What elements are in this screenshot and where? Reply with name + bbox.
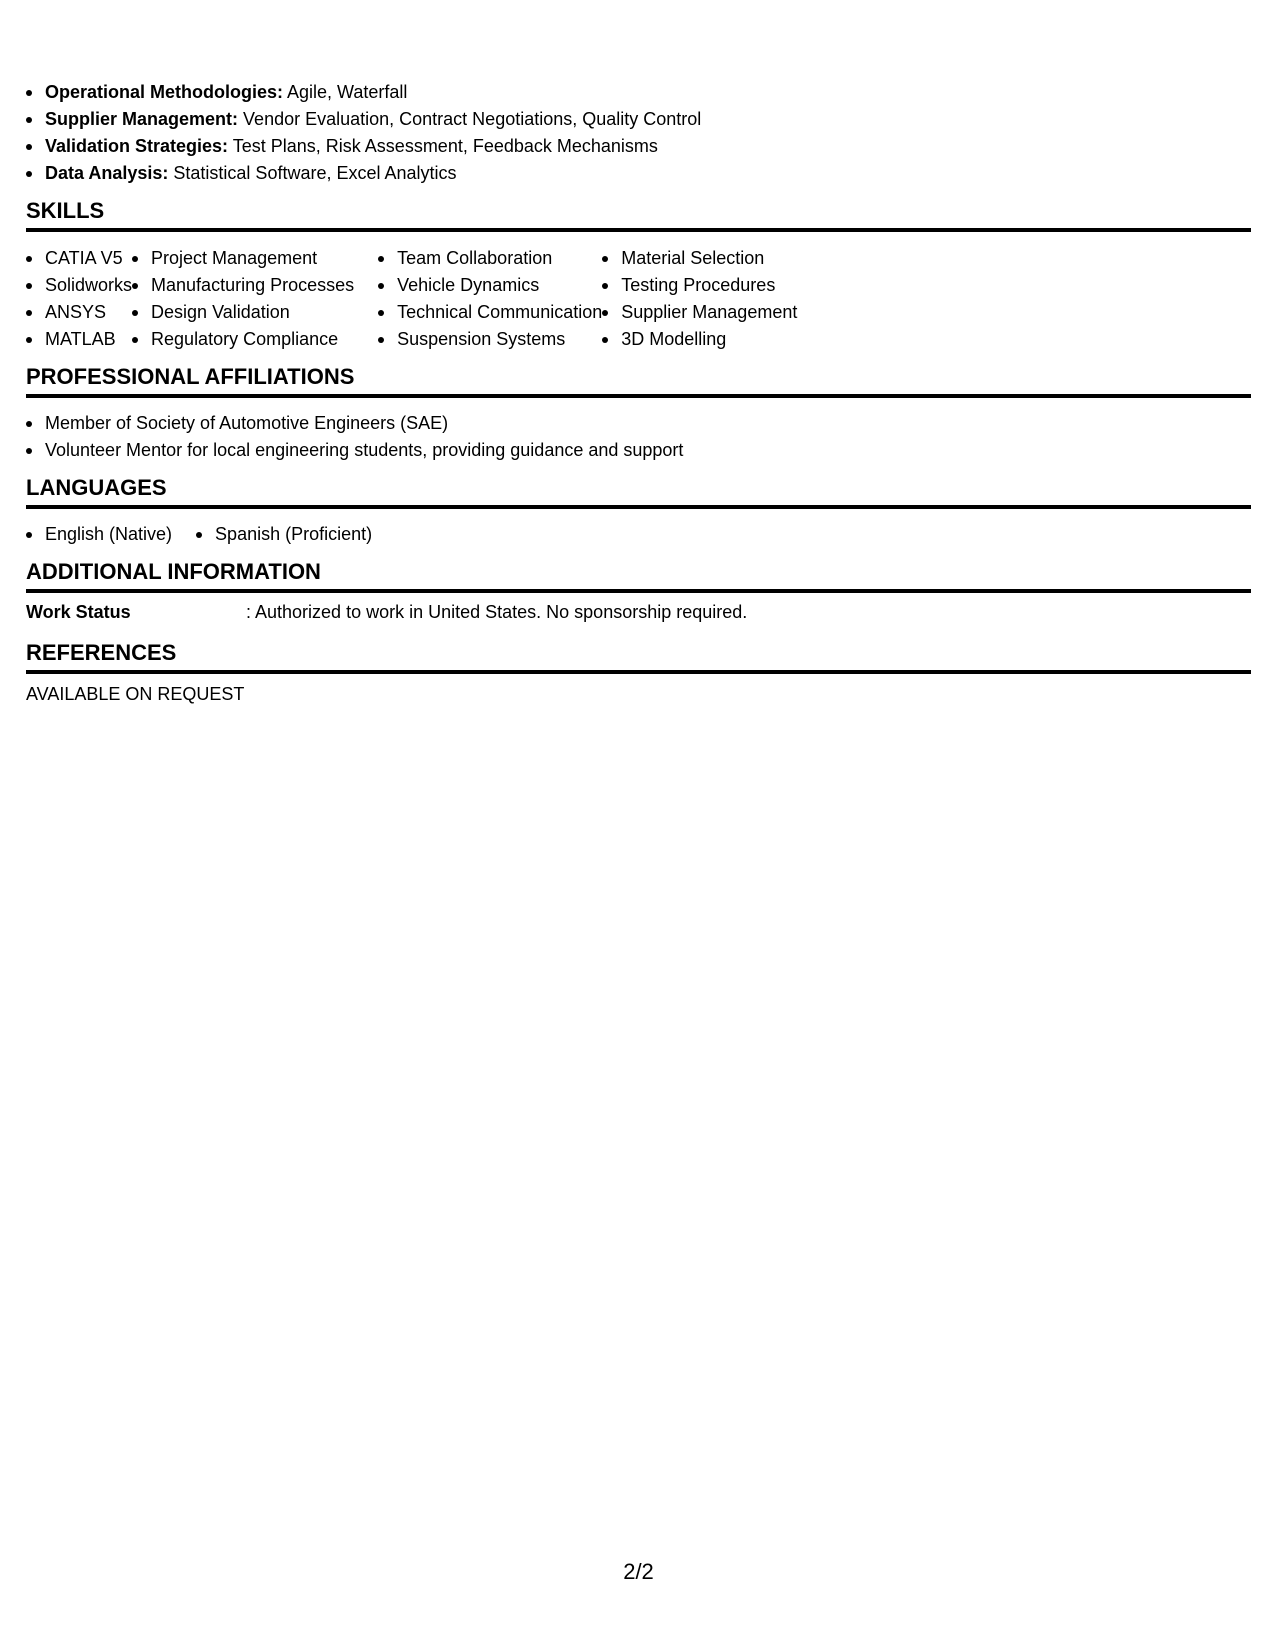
skill-item: Supplier Management (602, 299, 797, 326)
references-heading (26, 640, 1251, 674)
skill-item: Vehicle Dynamics (378, 272, 602, 299)
page-number: 2/2 (623, 1559, 654, 1584)
additional-info-heading (26, 559, 1251, 593)
section-title: LANGUAGES (26, 475, 167, 500)
skills-column (602, 245, 797, 353)
skill-item: Technical Communication (378, 299, 602, 326)
section-title: SKILLS (26, 198, 105, 223)
skill-item: Team Collaboration (378, 245, 602, 272)
item-value: Vendor Evaluation, Contract Negotiations, Quality Control (243, 109, 702, 129)
item-label: Supplier Management: (45, 109, 239, 129)
skill-item: CATIA V5 (26, 245, 132, 272)
list-item (26, 133, 701, 160)
skill-item: Manufacturing Processes (132, 272, 354, 299)
skill-item: Material Selection (602, 245, 797, 272)
affiliation-item: Member of Society of Automotive Engineers (SAE) (26, 410, 683, 437)
affiliation-item: Volunteer Mentor for local engineering students, providing guidance and support (26, 437, 683, 464)
skills-heading (26, 198, 1251, 232)
language-item: English (Native) (26, 521, 172, 548)
skill-item: 3D Modelling (602, 326, 797, 353)
section-title: REFERENCES (26, 640, 177, 665)
item-label: Data Analysis: (45, 163, 169, 183)
language-item: Spanish (Proficient) (196, 521, 372, 548)
item-label: Operational Methodologies: (45, 82, 284, 102)
skills-grid (26, 245, 797, 353)
affiliations-list (26, 410, 683, 464)
item-label: Validation Strategies: (45, 136, 229, 156)
skills-column (132, 245, 354, 353)
skill-item: MATLAB (26, 326, 132, 353)
skill-item: Testing Procedures (602, 272, 797, 299)
list-item (26, 79, 701, 106)
skill-item: ANSYS (26, 299, 132, 326)
item-value: Statistical Software, Excel Analytics (173, 163, 457, 183)
item-value: Test Plans, Risk Assessment, Feedback Mechanisms (232, 136, 658, 156)
skill-item: Design Validation (132, 299, 354, 326)
skill-item: Suspension Systems (378, 326, 602, 353)
item-value: Agile, Waterfall (287, 82, 408, 102)
section-title: ADDITIONAL INFORMATION (26, 559, 321, 584)
skill-item: Project Management (132, 245, 354, 272)
work-status-value: : Authorized to work in United States. No sponsorship required. (246, 602, 748, 622)
section-title: PROFESSIONAL AFFILIATIONS (26, 364, 355, 389)
list-item (26, 160, 701, 187)
work-status-row (26, 599, 747, 626)
skills-column (378, 245, 602, 353)
languages-list (26, 521, 396, 548)
resume-page (26, 0, 1251, 1650)
references-text: AVAILABLE ON REQUEST (26, 684, 245, 704)
languages-heading (26, 475, 1251, 509)
skill-item: Solidworks (26, 272, 132, 299)
skills-column (26, 245, 132, 353)
list-item (26, 106, 701, 133)
competencies-list (26, 79, 701, 187)
work-status-label: Work Status (26, 602, 131, 622)
skill-item: Regulatory Compliance (132, 326, 354, 353)
affiliations-heading (26, 364, 1251, 398)
